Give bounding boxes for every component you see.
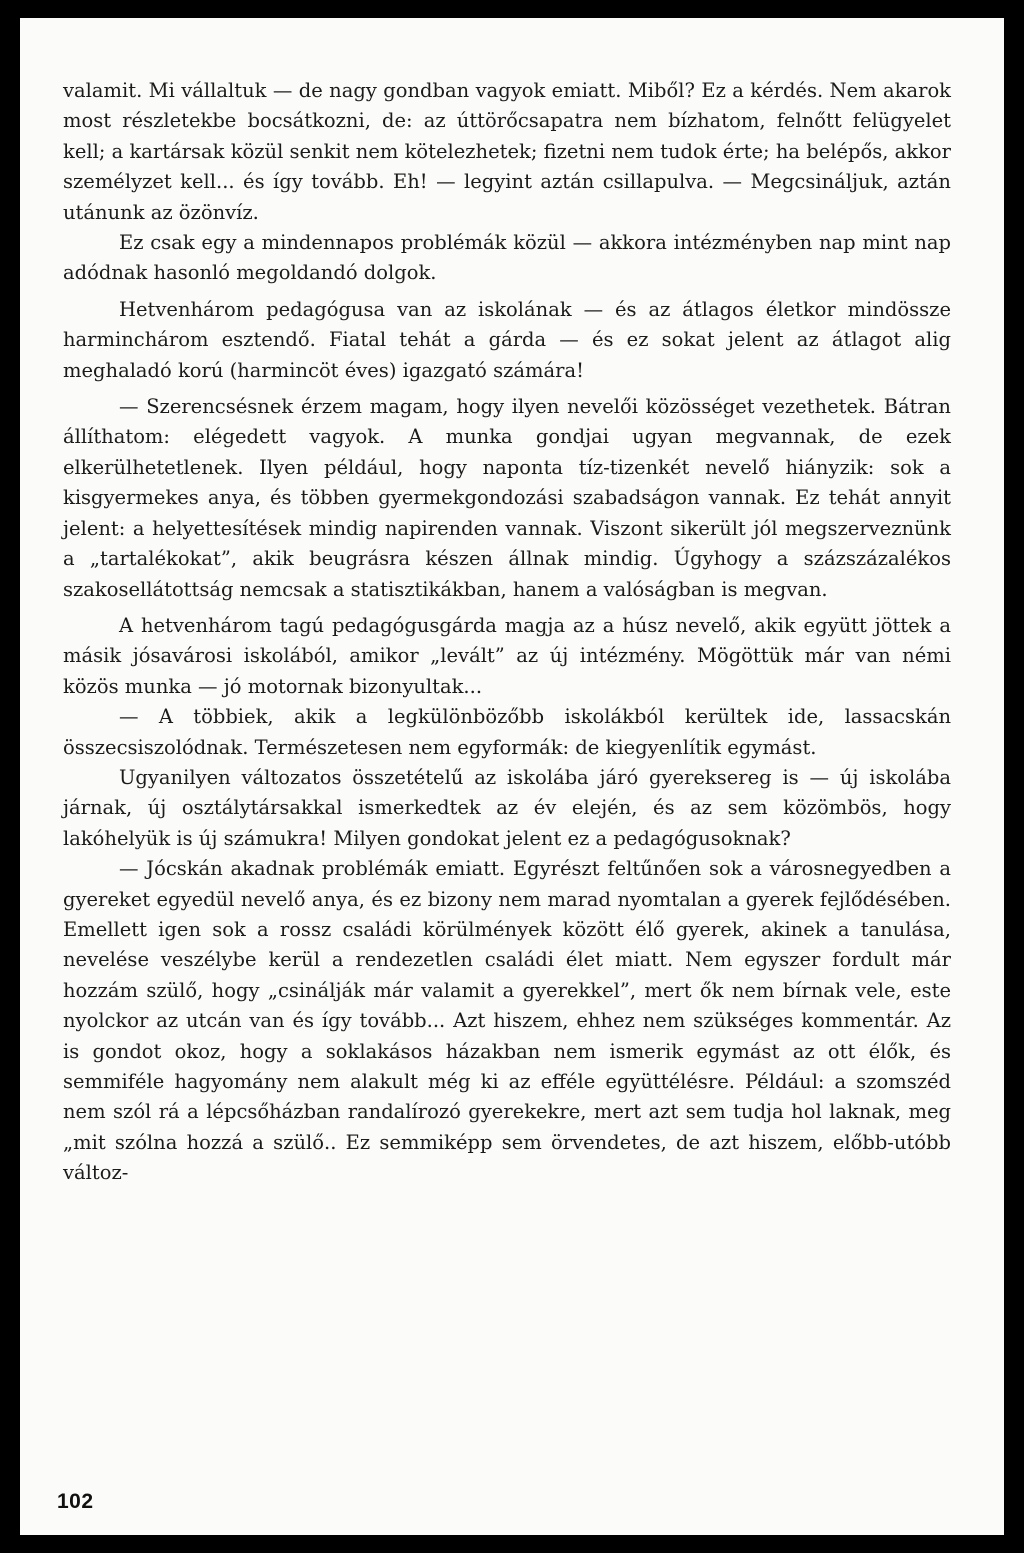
paragraph-4: — Szerencsésnek érzem magam, hogy ilyen nevelői közösséget vezethetek. Bátran állíthatom: elégedett vagyok. A munka gondjai ugyan megvannak, de ezek elkerülhetetlenek. Ilyen például, hogy naponta tíz-tizenkét nevelő hiányzik: sok a kisgyermekes anya, és többen gyermekgondozási szabadságon vannak. Ez tehát annyit jelent: a helyettesítések mindig napirenden vannak. Viszont sikerült jól megszerveznünk a „tartalékokat”, akik beugrásra készen állnak mindig. Úgyhogy a százszázalékos szakosellátottság nemcsak a statisztikákban, hanem a valóságban is megvan.	[63, 395, 951, 601]
paragraph-5: A hetvenhárom tagú pedagógusgárda magja az a húsz nevelő, akik együtt jöttek a másik jósavárosi iskolából, amikor „levált” az új intézmény. Mögöttük már van némi közös munka — jó motornak bizonyultak...	[63, 613, 951, 698]
paragraph-1: valamit. Mi vállaltuk — de nagy gondban vagyok emiatt. Miből? Ez a kérdés. Nem akarok most részletekbe bocsátkozni, de: az úttörőcsapatra nem bízhatom, felnőtt felügyelet kell; a kartársak közül senkit nem kötelezhetek; fizetni nem tudok érte; ha belépős, akkor személyzet kell... és így tovább. Eh! — legyint aztán csillapulva. — Megcsináljuk, aztán utánunk az özönvíz.	[63, 79, 951, 224]
paragraph-2: Ez csak egy a mindennapos problémák közül — akkora intézményben nap mint nap adódnak hasonló megoldandó dolgok.	[63, 231, 951, 285]
paragraph-6: — A többiek, akik a legkülönbözőbb iskolákból kerültek ide, lassacskán összecsiszolódnak. Természetesen nem egyformák: de kiegyenlítik egymást.	[63, 705, 951, 759]
paragraph-3: Hetvenhárom pedagógusa van az iskolának — és az átlagos életkor mindössze harminchárom esztendő. Fiatal tehát a gárda — és ez sokat jelent az átlagot alig meghaladó korú (harmincöt éves) igazgató számára!	[63, 297, 951, 382]
body-text	[63, 76, 951, 1189]
paragraph-7: Ugyanilyen változatos összetételű az iskolába járó gyereksereg is — új iskolába járnak, új osztálytársakkal ismerkedtek az év elején, és az sem közömbös, hogy lakóhelyük is új számukra! Milyen gondokat jelent ez a pedagógusoknak?	[63, 765, 951, 850]
paragraph-8: — Jócskán akadnak problémák emiatt. Egyrészt feltűnően sok a városnegyedben a gyereket egyedül nevelő anya, és ez bizony nem marad nyomtalan a gyerek fejlődésében. Emellett igen sok a rossz családi körülmények között élő gyerek, akinek a tanulása, nevelése veszélybe kerül a rendezetlen családi élet miatt. Nem egyszer fordult már hozzám szülő, hogy „csinálják már valamit a gyerekkel”, mert ők nem bírnak vele, este nyolckor az utcán van és így tovább... Azt hiszem, ehhez nem szükséges kommentár. Az is gondot okoz, hogy a soklakásos házakban nem ismerik egymást az ott élők, és semmiféle hagyomány nem alakult még ki az efféle együttélésre. Például: a szomszéd nem szól rá a lépcsőházban randalírozó gyerekekre, mert azt sem tudja hol laknak, meg „mit szólna hozzá a szülő.. Ez semmiképp sem örvendetes, de azt hiszem, előbb-utóbb változ-	[63, 857, 951, 1185]
book-page	[20, 18, 1004, 1535]
page-number: 102	[57, 1490, 94, 1513]
